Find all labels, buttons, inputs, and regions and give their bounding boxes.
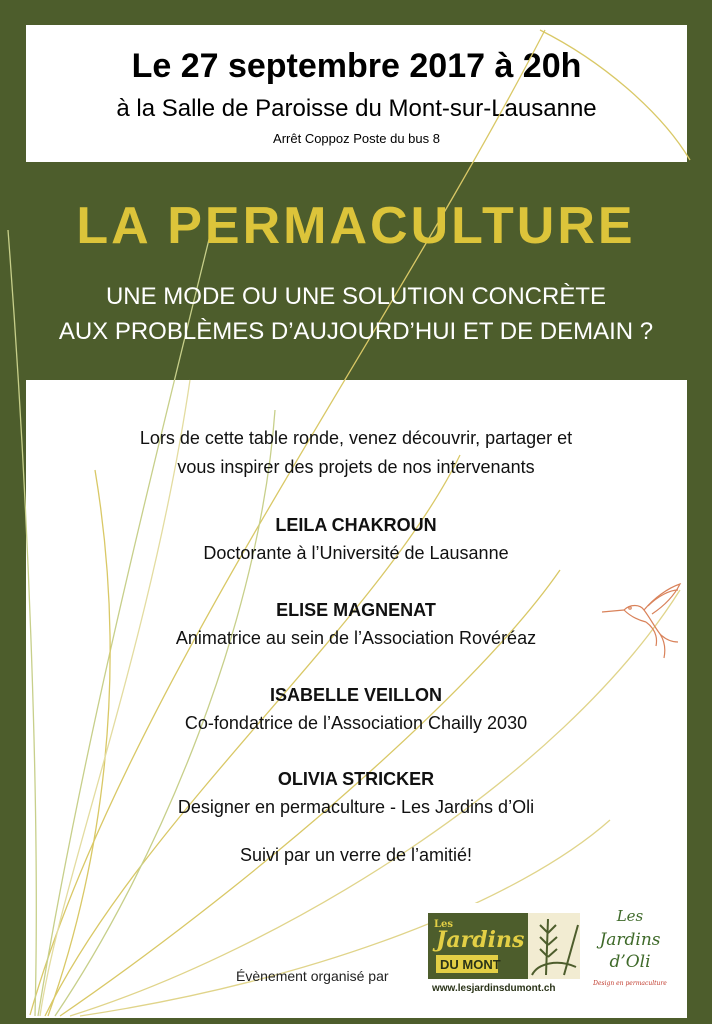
speaker-name: OLIVIA STRICKER: [277, 769, 435, 789]
logo-oli-line1: Les: [616, 907, 644, 925]
les-jardins-du-mont-logo: [428, 903, 580, 995]
logo-jardins-main: Jardins: [436, 927, 525, 953]
logo-jardins-url: www.lesjardinsdumont.ch: [432, 983, 556, 994]
speaker-role: Doctorante à l’Université de Lausanne: [203, 543, 509, 563]
logo-oli-tagline: Design en permaculture: [593, 980, 667, 987]
closing-note: Suivi par un verre de l’amitié!: [239, 845, 473, 865]
speaker-name: ISABELLE VEILLON: [269, 685, 442, 705]
les-jardins-d-oli-logo: [590, 903, 670, 993]
event-venue: à la Salle de Paroisse du Mont-sur-Lausanne: [116, 95, 597, 122]
logo-oli-line2: Jardins: [599, 930, 661, 950]
speaker-name: LEILA CHAKROUN: [275, 515, 437, 535]
intro-line-2: vous inspirer des projets de nos intervenants: [177, 457, 535, 477]
speaker-name: ELISE MAGNENAT: [276, 600, 436, 620]
bus-stop-info: Arrêt Coppoz Poste du bus 8: [273, 131, 440, 146]
speaker-role: Animatrice au sein de l’Association Rovéréaz: [175, 628, 537, 648]
hummingbird-icon: [598, 580, 684, 662]
header-panel: [26, 25, 687, 162]
speaker-role: Co-fondatrice de l’Association Chailly 2030: [184, 713, 528, 733]
logo-jardins-small: Les: [434, 919, 454, 930]
organized-by-label: Évènement organisé par: [236, 968, 389, 984]
logo-jardins-sub: DU MONT: [440, 957, 501, 972]
subtitle-line-2: AUX PROBLÈMES D’AUJOURD’HUI ET DE DEMAIN ?: [58, 318, 654, 345]
logo-oli-line3: d’Oli: [609, 952, 651, 972]
speaker-role: Designer en permaculture - Les Jardins d’Oli: [177, 797, 535, 817]
intro-line-1: Lors de cette table ronde, venez découvrir, partager et: [139, 428, 573, 448]
subtitle-line-1: UNE MODE OU UNE SOLUTION CONCRÈTE: [105, 283, 607, 310]
event-date: Le 27 septembre 2017 à 20h: [131, 47, 582, 85]
main-title: LA PERMACULTURE: [76, 197, 636, 255]
